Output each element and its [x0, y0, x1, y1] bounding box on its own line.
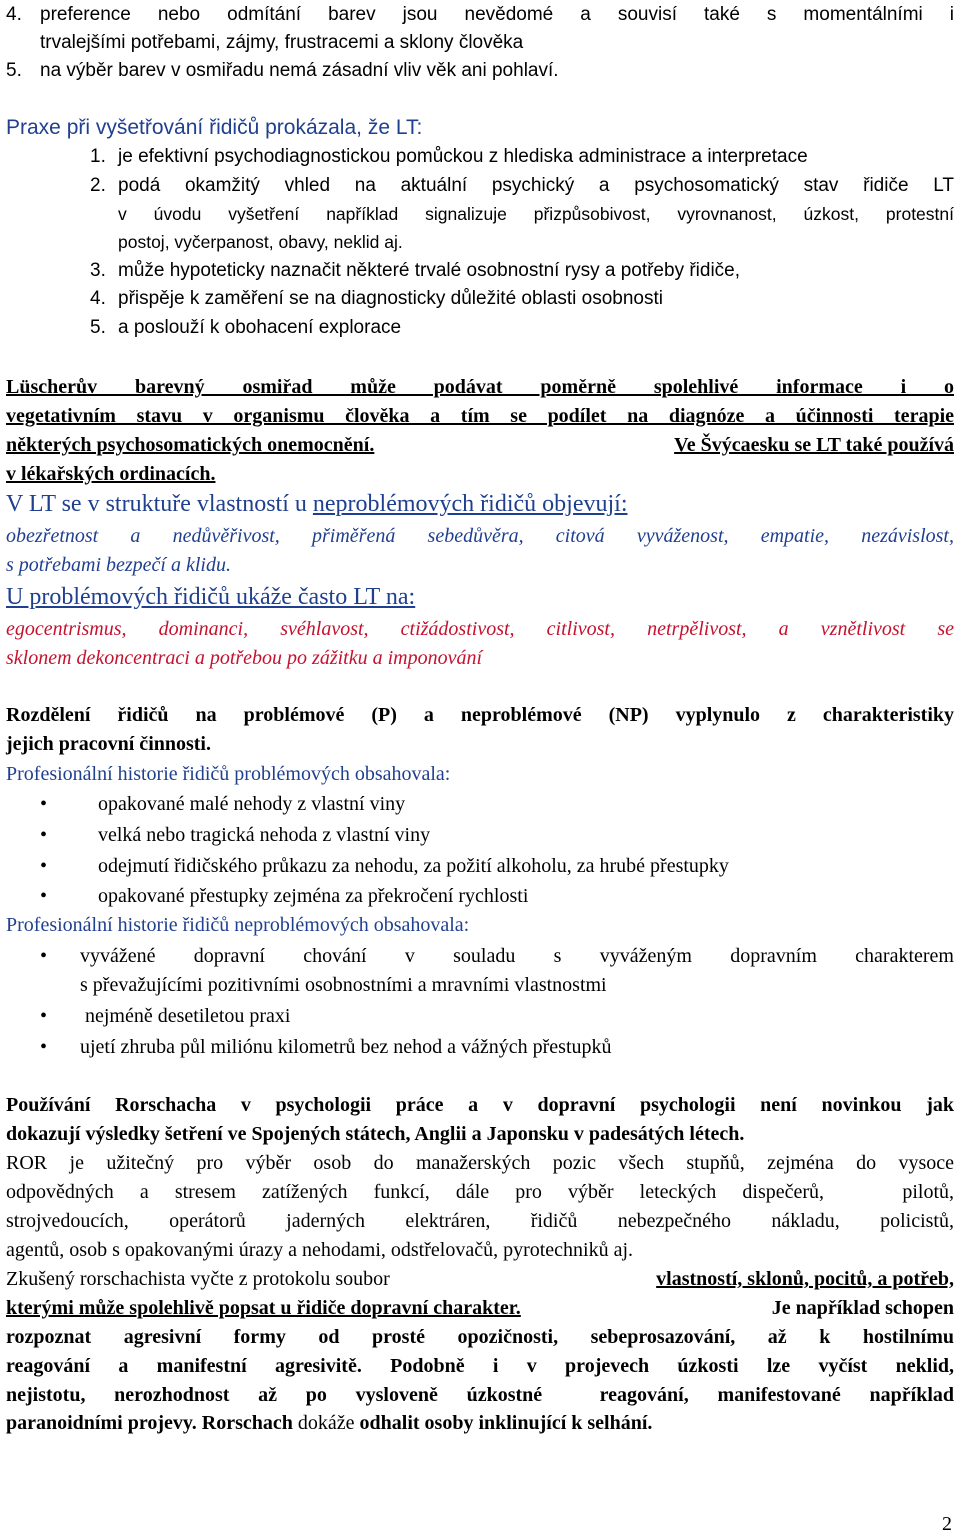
- luscher-text: některých psychosomatických onemocnění.: [6, 434, 375, 456]
- last-text-a: paranoidními projevy. Rorschach: [6, 1412, 298, 1434]
- item-text: a poslouží k obohacení explorace: [118, 317, 402, 338]
- rorschach-bold-1: Používání Rorschacha v psychologii práce a v dopravní psychologii není novinkou jak: [6, 1094, 954, 1116]
- item-number: 1.: [90, 146, 106, 167]
- item-text: velká nebo tragická nehoda z vlastní viny: [98, 824, 431, 846]
- rorschach-bold-2: dokazují výsledky šetření ve Spojených státech, Anglii a Japonsku v padesátých létech.: [6, 1123, 745, 1145]
- prof-np-item-1-cont: s převažujícími pozitivními osobnostními a mravními vlastnostmi: [80, 974, 607, 996]
- item-text: preference nebo odmítání barev jsou nevědomé a souvisí také s momentálními i: [40, 4, 954, 25]
- rozdeleni-line-2: jejich pracovní činnosti.: [6, 733, 211, 755]
- item-text: odejmutí řidičského průkazu za nehodu, za požití alkoholu, za hrubé přestupky: [98, 855, 729, 877]
- item-text: je efektivní psychodiagnostickou pomůckou z hlediska administrace a interpretace: [118, 146, 808, 167]
- item-number: 4.: [90, 288, 106, 309]
- p-line-2: sklonem dekoncentraci a potřebou po zážitku a imponování: [6, 647, 483, 669]
- praxe-heading: Praxe při vyšetřování řidičů prokázala, že LT:: [6, 116, 423, 139]
- bullet-icon: •: [40, 945, 48, 967]
- bullet-icon: •: [40, 793, 48, 815]
- praxe-item-2: [90, 171, 954, 200]
- luscher-line-1: Lüscherův barevný osmiřad může podávat poměrně spolehlivé informace i o: [6, 376, 954, 398]
- zk2-text: Je například schopen: [771, 1297, 954, 1319]
- prof-p-heading: Profesionální historie řidičů problémových obsahovala:: [6, 763, 451, 785]
- bullet-icon: •: [40, 855, 48, 877]
- bullet-icon: •: [40, 1036, 48, 1058]
- bullet-icon: •: [40, 824, 48, 846]
- p-heading: U problémových řidičů ukáže často LT na:: [6, 584, 416, 610]
- luscher-line-4: v lékařských ordinacích.: [6, 463, 216, 485]
- luscher-line-2: vegetativním stavu v organismu člověka a tím se podílet na diagnóze a účinnosti terapie: [6, 405, 954, 427]
- item-text: opakované malé nehody z vlastní viny: [98, 793, 406, 815]
- page-number: 2: [942, 1513, 952, 1535]
- np-heading-underlined: neproblémových řidičů objevují:: [312, 491, 628, 517]
- luscher-text-b: Ve Švýcaesku se LT také používá: [674, 434, 954, 456]
- rozdeleni-line-1: Rozdělení řidičů na problémové (P) a neproblémové (NP) vyplynulo z charakteristiky: [6, 704, 954, 726]
- last-text-c: odhalit osoby inklinující k selhání.: [359, 1412, 653, 1434]
- zk-underlined: vlastností, sklonů, pocitů, a potřeb,: [656, 1268, 954, 1290]
- ror-line-3: strojvedoucích, operátorů jaderných elektráren, řidičů nebezpečného nákladu, policistů,: [6, 1210, 954, 1232]
- praxe-item-2-cont2: postoj, vyčerpanost, obavy, neklid aj.: [118, 232, 403, 252]
- item-text: může hypoteticky naznačit některé trvalé osobnostní rysy a potřeby řidiče,: [118, 260, 741, 281]
- bullet-icon: •: [40, 885, 48, 907]
- ror-line-4: agentů, osob s opakovanými úrazy a nehodami, odstřelovačů, pyrotechniků aj.: [6, 1239, 634, 1261]
- ror-line-2: odpovědných a stresem zatížených funkcí, dále pro výběr leteckých dispečerů, pilotů,: [6, 1181, 954, 1203]
- zk2-underlined: kterými může spolehlivě popsat u řidiče dopravní charakter.: [6, 1297, 521, 1319]
- rest-line-2: reagování a manifestní agresivitě. Podobně i v projevech úzkosti lze vyčíst neklid,: [6, 1355, 954, 1377]
- rest-line-1: rozpoznat agresivní formy od prosté opozičnosti, sebeprosazování, až k hostilnímu: [6, 1326, 954, 1348]
- item-text: přispěje k zaměření se na diagnosticky důležité oblasti osobnosti: [118, 288, 663, 309]
- item-number: 5.: [90, 317, 106, 338]
- p-line-1: egocentrismus, dominanci, svéhlavost, ctižádostivost, citlivost, netrpělivost, a vznětlivost se: [6, 618, 954, 640]
- np-heading: [6, 490, 954, 519]
- prof-np-heading: Profesionální historie řidičů neproblémových obsahovala:: [6, 914, 470, 936]
- list-item-4-cont: trvalejšími potřebami, zájmy, frustracemi a sklony člověka: [40, 32, 524, 53]
- item-number: 3.: [90, 260, 106, 281]
- rest-line-3: nejistotu, nerozhodnost až po vysloveně úzkostné reagování, manifestované například: [6, 1384, 954, 1406]
- praxe-item-3: [90, 256, 954, 285]
- item-text: ujetí zhruba půl miliónu kilometrů bez nehod a vážných přestupků: [80, 1036, 612, 1058]
- last-text-b: dokáže: [297, 1412, 360, 1434]
- zk-line-1: [6, 1265, 954, 1294]
- last-line: [6, 1409, 954, 1438]
- np-line-2: s potřebami bezpečí a klidu.: [6, 554, 231, 576]
- item-text: na výběr barev v osmiřadu nemá zásadní vliv věk ani pohlaví.: [40, 60, 559, 81]
- zk-text: Zkušený rorschachista vyčte z protokolu soubor: [6, 1268, 390, 1290]
- praxe-item-4: [90, 284, 954, 313]
- item-text: vyvážené dopravní chování v souladu s vyváženým dopravním charakterem: [80, 945, 954, 967]
- item-number: 4.: [6, 4, 22, 25]
- praxe-item-2-cont: v úvodu vyšetření například signalizuje přizpůsobivost, vyrovnanost, úzkost, protestní: [118, 204, 954, 224]
- item-text: nejméně desetiletou praxi: [80, 1005, 291, 1027]
- item-number: 2.: [90, 175, 106, 196]
- item-number: 5.: [6, 60, 22, 81]
- np-line-1: obezřetnost a nedůvěřivost, přiměřená sebedůvěra, citová vyváženost, empatie, nezávislost,: [6, 525, 954, 547]
- praxe-item-1: [90, 142, 954, 171]
- luscher-line-3: [6, 431, 954, 460]
- list-item-4: [6, 0, 954, 29]
- item-text: podá okamžitý vhled na aktuální psychický a psychosomatický stav řidiče LT: [118, 175, 954, 196]
- np-heading-text: V LT se v struktuře vlastností u: [6, 491, 313, 517]
- zk-line-2: [6, 1294, 954, 1323]
- bullet-icon: •: [40, 1005, 48, 1027]
- list-item-5: [6, 56, 954, 85]
- item-text: opakované přestupky zejména za překročení rychlosti: [98, 885, 529, 907]
- praxe-item-5: [90, 313, 954, 342]
- ror-line-1: ROR je užitečný pro výběr osob do manažerských pozic všech stupňů, zejména do vysoce: [6, 1152, 954, 1174]
